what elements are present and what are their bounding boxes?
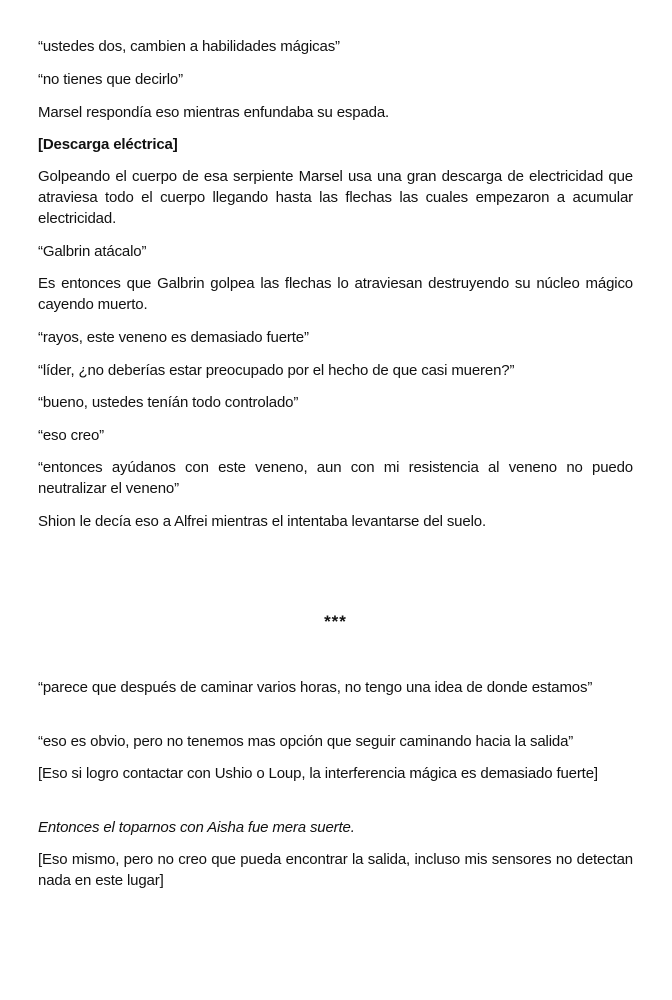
paragraph-telepathy: [Eso si logro contactar con Ushio o Loup, la interferencia mágica es demasiado fuerte] [38,765,598,782]
paragraph-narration: Golpeando el cuerpo de esa serpiente Marsel usa una gran descarga de electricidad que atraviesa todo el cuerpo llegando hasta las flechas las cuales empezaron a acumular electricidad. [38,168,633,227]
paragraph-dialogue: “líder, ¿no deberías estar preocupado por el hecho de que casi mueren?” [38,362,515,379]
paragraph-dialogue: “parece que después de caminar varios horas, no tengo una idea de donde estamos” [38,679,593,696]
paragraph-narration: Shion le decía eso a Alfrei mientras el intentaba levantarse del suelo. [38,513,486,530]
paragraph-dialogue: “eso es obvio, pero no tenemos mas opción que seguir caminando hacia la salida” [38,733,574,750]
paragraph-dialogue: “Galbrin atácalo” [38,243,147,260]
paragraph-dialogue: “bueno, ustedes teníán todo controlado” [38,394,299,411]
paragraph-narration: Es entonces que Galbrin golpea las flechas lo atraviesan destruyendo su núcleo mágico cayendo muerto. [38,275,633,313]
paragraph-dialogue: “eso creo” [38,427,105,444]
paragraph-dialogue: “ustedes dos, cambien a habilidades mágicas” [38,38,340,55]
paragraph-dialogue: “rayos, este veneno es demasiado fuerte” [38,329,309,346]
paragraph-dialogue: “no tienes que decirlo” [38,71,183,88]
paragraph-thought: Entonces el toparnos con Aisha fue mera suerte. [38,819,355,836]
scene-separator: *** [324,612,347,631]
paragraph-dialogue: “entonces ayúdanos con este veneno, aun con mi resistencia al veneno no puedo neutralizar el veneno” [38,459,633,497]
paragraph-narration: Marsel respondía eso mientras enfundaba su espada. [38,104,390,121]
document-page [38,0,633,1000]
paragraph-telepathy: [Eso mismo, pero no creo que pueda encontrar la salida, incluso mis sensores no detectan nada en este lugar] [38,851,633,889]
skill-heading: [Descarga eléctrica] [38,136,178,153]
